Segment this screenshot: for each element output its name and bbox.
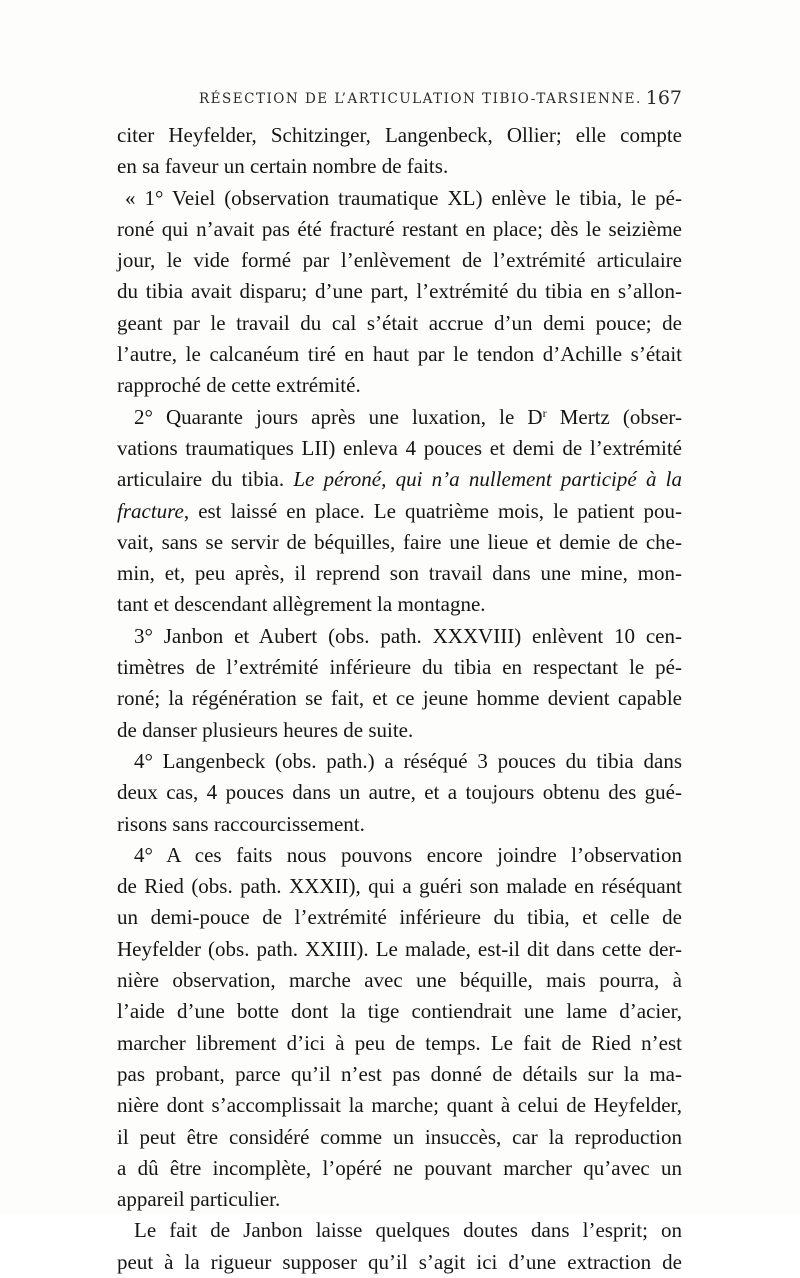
- text-line: un demi-pouce de l’extrémité inférieure du tibia, et celle de: [117, 905, 682, 930]
- text-line: rapproché de cette extrémité.: [117, 373, 361, 398]
- text-line: du tibia avait disparu; d’une part, l’extrémité du tibia en s’allon-: [117, 279, 682, 304]
- text-line: fracture, est laissé en place. Le quatrième mois, le patient pou-: [117, 498, 682, 523]
- text-line: nière observation, marche avec une béquille, mais pourra, à: [117, 968, 682, 993]
- text-line: articulaire du tibia. Le péroné, qui n’a nullement participé à la: [117, 467, 682, 492]
- text-line: 4° Langenbeck (obs. path.) a réséqué 3 pouces du tibia dans: [134, 748, 682, 773]
- text-line: jour, le vide formé par l’enlèvement de l’extrémité articulaire: [117, 248, 682, 273]
- running-title: RÉSECTION DE L’ARTICULATION TIBIO-TARSIENNE.: [199, 91, 642, 107]
- text-line: Heyfelder (obs. path. XXIII). Le malade, est-il dit dans cette der-: [117, 936, 682, 961]
- page-body: [117, 120, 682, 1278]
- text-line: nière dont s’accomplissait la marche; quant à celui de Heyfelder,: [117, 1093, 682, 1118]
- text-line: min, et, peu après, il reprend son travail dans une mine, mon-: [117, 561, 682, 586]
- text-line: roné qui n’avait pas été fracturé restant en place; dès le seizième: [117, 216, 682, 241]
- text-line: Le fait de Janbon laisse quelques doutes dans l’esprit; on: [134, 1218, 682, 1243]
- text-line: marcher librement d’ici à peu de temps. Le fait de Ried n’est: [117, 1030, 682, 1055]
- text-line: citer Heyfelder, Schitzinger, Langenbeck, Ollier; elle compte: [117, 123, 682, 147]
- text-line: en sa faveur un certain nombre de faits.: [117, 154, 449, 179]
- text-line: deux cas, 4 pouces dans un autre, et a toujours obtenu des gué-: [117, 780, 682, 805]
- text-line: vations traumatiques LII) enleva 4 pouces et demi de l’extrémité: [117, 435, 682, 460]
- text-line: l’aide d’une botte dont la tige contiendrait une lame d’acier,: [117, 999, 682, 1024]
- text-line: vait, sans se servir de béquilles, faire une lieue et demie de che-: [117, 529, 682, 554]
- text-line: l’autre, le calcanéum tiré en haut par le tendon d’Achille s’était: [117, 342, 682, 367]
- text-line: appareil particulier.: [117, 1187, 281, 1212]
- text-line: 2° Quarante jours après une luxation, le $D^r$ Mertz (obser-: [134, 404, 682, 429]
- text-line: de Ried (obs. path. XXXII), qui a guéri son malade en réséquant: [117, 874, 682, 899]
- text-line: geant par le travail du cal s’était accrue d’un demi pouce; de: [117, 310, 682, 335]
- text-line: il peut être considéré comme un insuccès, car la reproduction: [117, 1124, 682, 1149]
- text-line: « 1° Veiel (observation traumatique XL) enlève le tibia, le pé-: [125, 185, 682, 210]
- text-line: a dû être incomplète, l’opéré ne pouvant marcher qu’avec un: [117, 1155, 682, 1180]
- text-line: 4° A ces faits nous pouvons encore joindre l’observation: [134, 842, 682, 867]
- page-number: 167: [645, 87, 682, 109]
- text-line: tant et descendant allègrement la montagne.: [117, 592, 486, 617]
- text-line: de danser plusieurs heures de suite.: [117, 717, 414, 742]
- text-line: risons sans raccourcissement.: [117, 811, 365, 836]
- text-line: peut à la rigueur supposer qu’il s’agit ici d’une extraction de: [117, 1249, 682, 1274]
- text-line: pas probant, parce qu’il n’est pas donné de détails sur la ma-: [117, 1061, 682, 1086]
- text-line: roné; la régénération se fait, et ce jeune homme devient capable: [117, 686, 682, 711]
- text-line: 3° Janbon et Aubert (obs. path. XXXVIII) enlèvent 10 cen-: [134, 623, 682, 648]
- text-line: timètres de l’extrémité inférieure du tibia en respectant le pé-: [117, 655, 682, 680]
- page-header: [117, 88, 682, 114]
